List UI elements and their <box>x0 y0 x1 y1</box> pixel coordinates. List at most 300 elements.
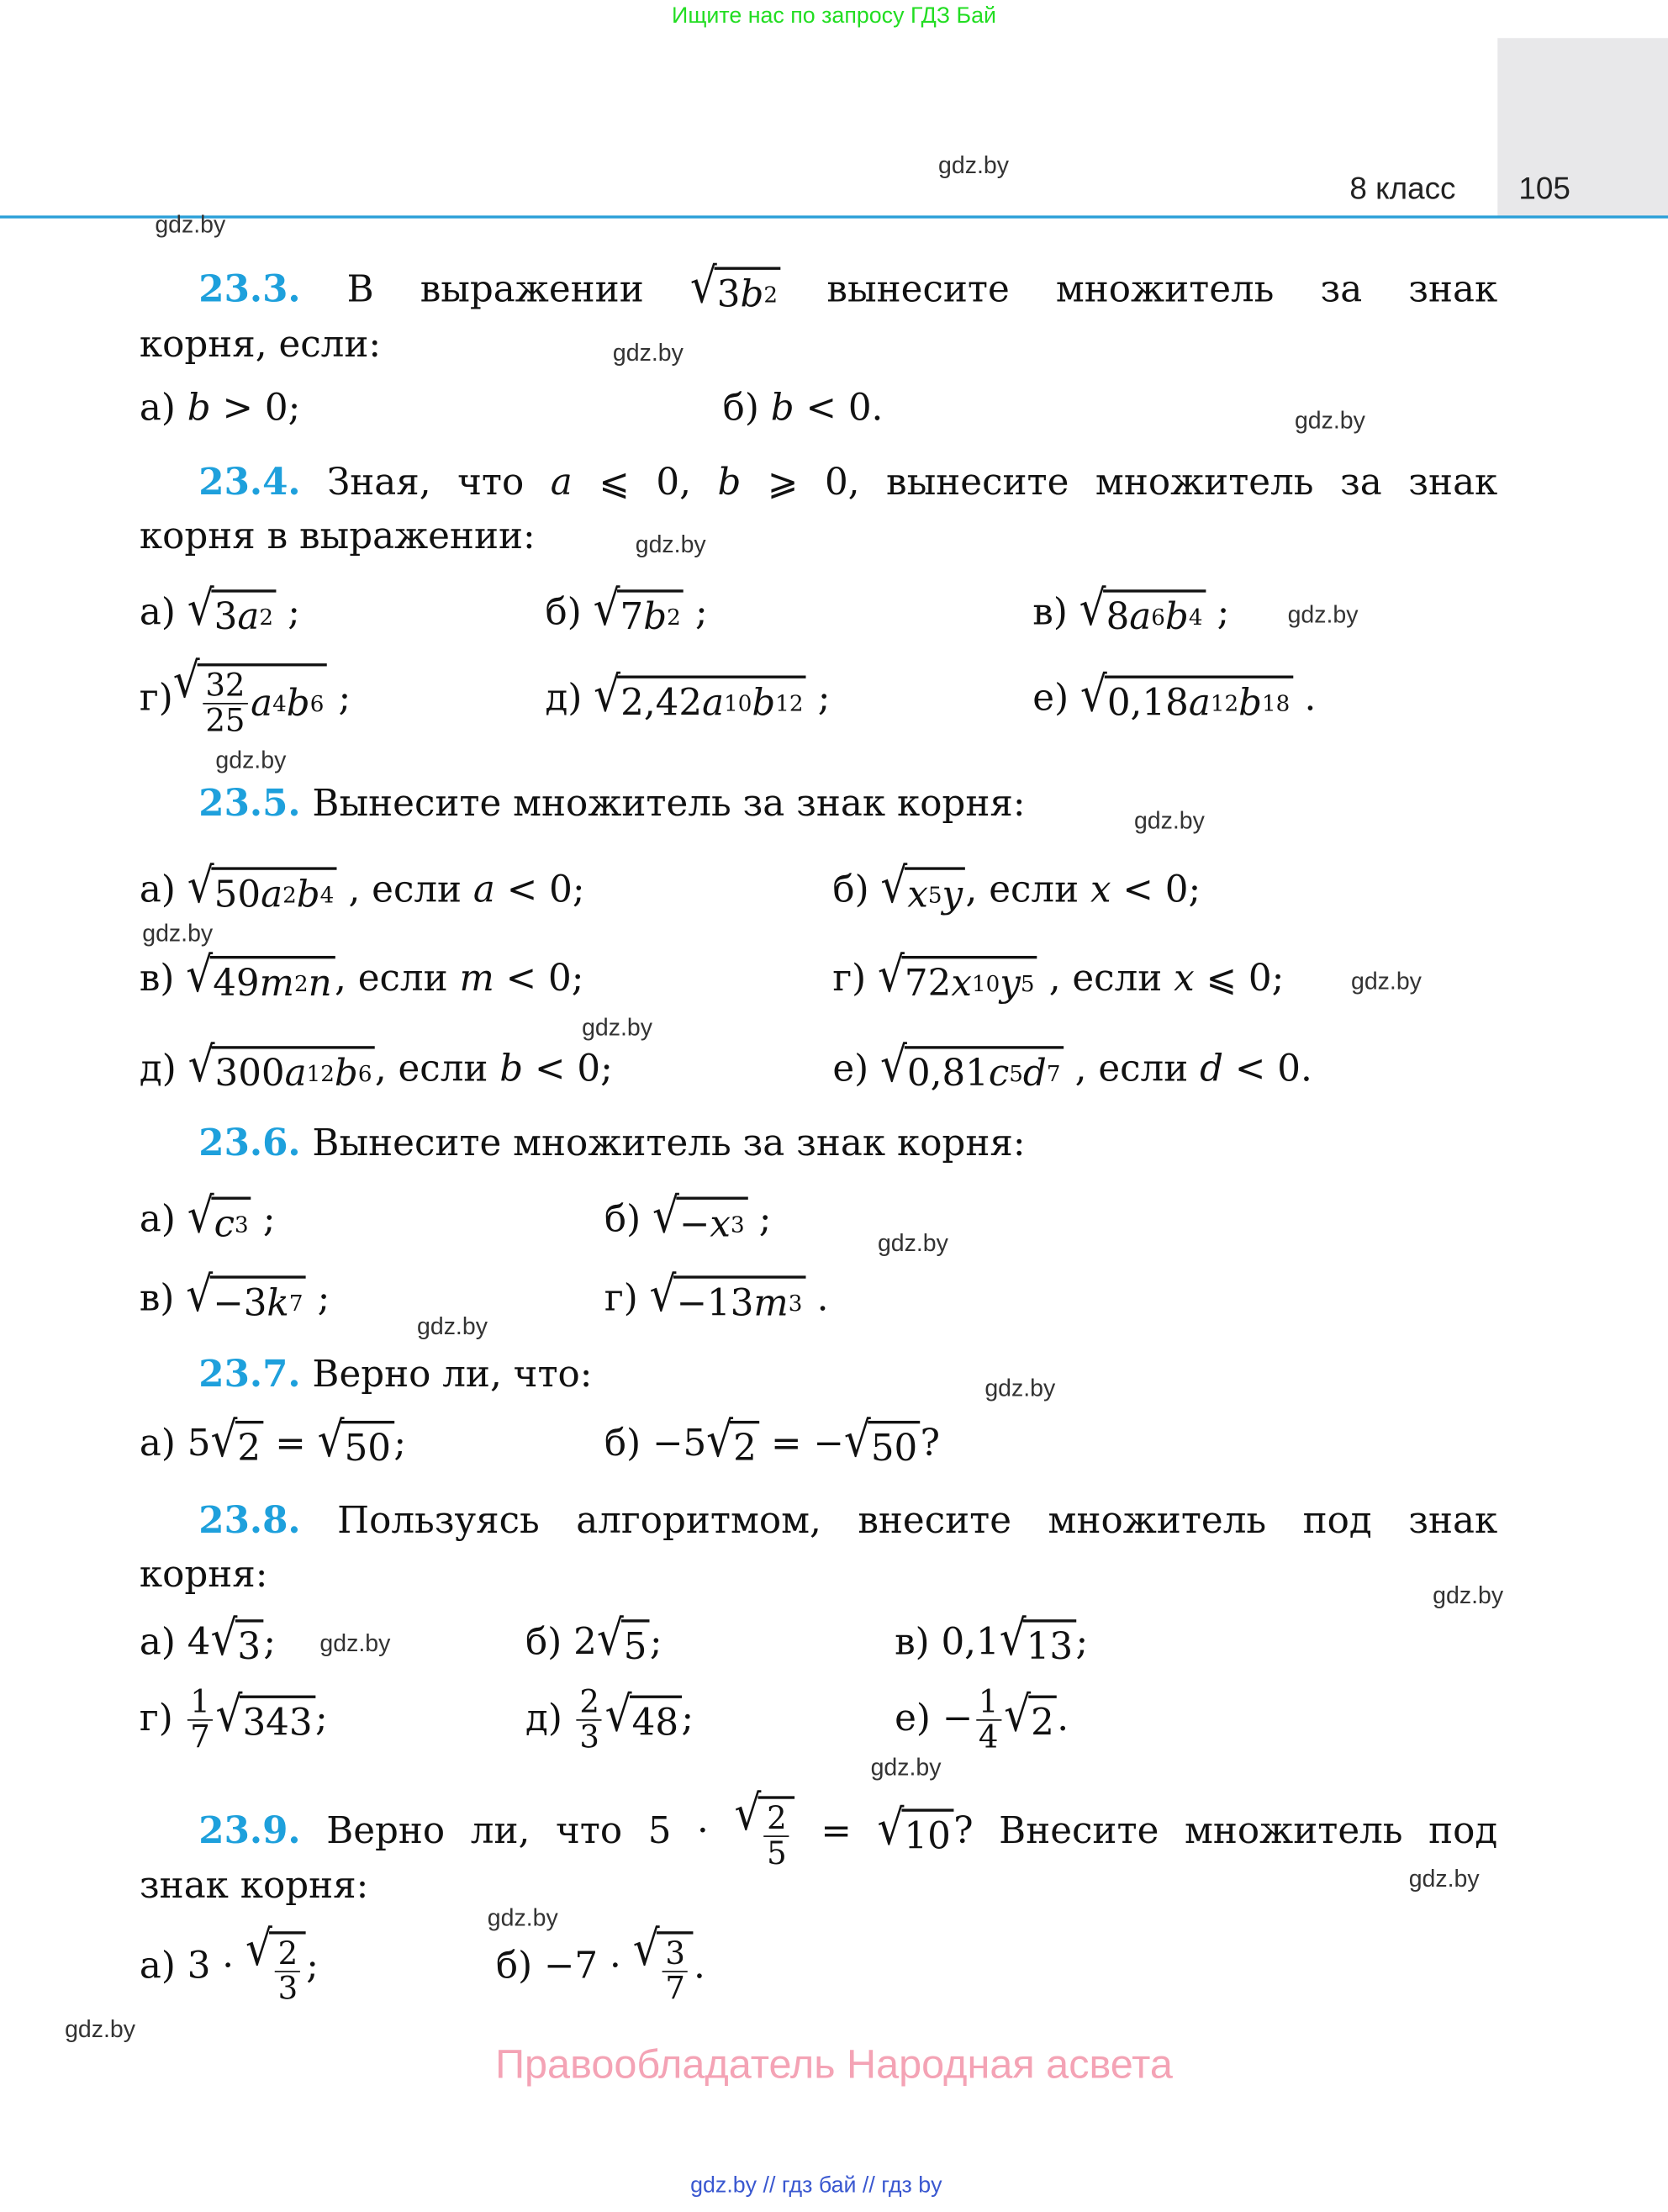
text-run: 0,18 <box>1106 682 1189 726</box>
math-radicand <box>1028 1696 1057 1745</box>
fraction-numerator: 3 <box>662 1939 688 1972</box>
watermark: gdz.by <box>635 531 706 558</box>
exercise-23-8-statement <box>198 1501 1497 1543</box>
radical-sign-icon: √ <box>187 1037 215 1095</box>
text-run: д) <box>525 1697 574 1740</box>
math-variable: a <box>1129 596 1152 639</box>
math-radicand: 2,42 a 10 b 12 <box>618 675 806 725</box>
exercise-item <box>139 1412 407 1470</box>
text-run: 2 <box>1031 1703 1054 1745</box>
text-run: корня в выражении: <box>139 515 536 558</box>
radical-sign-icon: √ <box>652 1188 679 1245</box>
math-square-root <box>186 947 335 1006</box>
fraction-numerator: 32 <box>203 670 248 704</box>
watermark: gdz.by <box>487 1904 558 1932</box>
radical-sign-icon: √ <box>215 1687 243 1744</box>
text-run: . <box>805 1277 829 1321</box>
math-radicand <box>901 1808 953 1858</box>
text-run: −3 <box>213 1282 267 1325</box>
text-run: . <box>693 1945 705 1988</box>
math-radicand <box>657 1931 694 2008</box>
radical-sign-icon: √ <box>187 1188 214 1245</box>
text-run: 8 <box>1106 596 1130 639</box>
text-run: 0,81 <box>906 1053 989 1095</box>
math-variable: b <box>286 682 310 726</box>
math-square-root <box>187 858 337 917</box>
radical-sign-icon: √ <box>604 1687 632 1744</box>
exercise-item <box>139 858 585 917</box>
text-run: , если <box>336 868 473 912</box>
text-run: 300 <box>214 1053 285 1095</box>
math-square-root <box>186 1267 306 1325</box>
math-radicand: 0,18 a 12 b 18 <box>1104 675 1292 725</box>
math-variable: d <box>1200 1048 1224 1090</box>
math-radicand: 50 a 2 b 4 <box>211 867 336 916</box>
watermark: gdz.by <box>870 1754 942 1782</box>
text-run: б) <box>832 868 881 912</box>
math-variable: x <box>1090 868 1111 912</box>
math-radicand: 3 a 2 <box>211 589 276 639</box>
radical-sign-icon: √ <box>878 947 905 1005</box>
text-run: в) <box>1032 591 1079 635</box>
exercise-item <box>139 1267 330 1325</box>
text-run: б) −7 · <box>495 1945 633 1988</box>
radical-sign-icon: √ <box>632 1920 660 1978</box>
math-fraction <box>187 1684 213 1756</box>
math-square-root <box>1079 667 1293 726</box>
text-run: − <box>678 1203 710 1247</box>
math-square-root <box>689 258 781 317</box>
grade-label: 8 класс <box>1349 170 1456 206</box>
text-run: 3 <box>716 273 741 317</box>
fraction-denominator: 3 <box>579 1719 599 1756</box>
math-variable: b <box>187 387 211 430</box>
watermark: gdz.by <box>65 2015 136 2043</box>
watermark: gdz.by <box>877 1229 948 1257</box>
radical-sign-icon: √ <box>594 667 621 724</box>
text-run: в) <box>139 958 187 1000</box>
watermark: gdz.by <box>938 151 1009 179</box>
text-run: ; <box>747 1199 772 1242</box>
fraction-denominator: 4 <box>978 1719 999 1756</box>
fraction-denominator: 25 <box>205 703 245 740</box>
text-run: = − <box>759 1423 844 1465</box>
exercise-item <box>832 947 1285 1006</box>
text-run: = <box>794 1810 878 1853</box>
radical-sign-icon: √ <box>187 858 214 916</box>
text-run: б) −5 <box>604 1423 707 1465</box>
exercise-23-4-statement <box>198 462 1497 504</box>
math-radicand <box>1023 1619 1075 1669</box>
radical-sign-icon: √ <box>210 1412 238 1470</box>
footer-links[interactable]: gdz.by // гдз бай // гдз by <box>690 2173 942 2199</box>
text-run: < 0; <box>494 868 585 912</box>
math-variable: b <box>770 387 794 430</box>
math-variable: b <box>717 462 742 504</box>
math-radicand <box>629 1696 681 1745</box>
math-variable: b <box>1164 596 1189 639</box>
math-square-root <box>593 581 684 639</box>
math-variable: b <box>752 682 776 726</box>
text-run: < 0. <box>1223 1048 1312 1090</box>
text-run: корня: <box>139 1554 268 1597</box>
math-variable: a <box>284 1053 307 1095</box>
text-run: ; <box>251 1199 276 1242</box>
math-radicand: 7 b 2 <box>617 589 684 639</box>
exercise-item <box>1032 581 1230 639</box>
text-run: е) <box>832 1048 880 1090</box>
radical-sign-icon: √ <box>706 1412 734 1470</box>
text-run: ; <box>649 1621 662 1665</box>
text-run: вынесите множитель за знак <box>780 269 1498 312</box>
text-run: 3 <box>237 1626 261 1669</box>
exercise-number: 23.3. <box>198 269 301 312</box>
math-square-root <box>734 1786 795 1873</box>
exercise-item <box>832 1037 1312 1095</box>
fraction-numerator: 2 <box>275 1939 300 1972</box>
fraction-denominator: 5 <box>767 1835 787 1873</box>
math-radicand: x 5 y <box>905 867 966 916</box>
fraction-denominator: 3 <box>277 1971 298 2008</box>
text-run: ⩽ 0, <box>572 462 718 504</box>
radical-sign-icon: √ <box>596 1611 624 1668</box>
exercise-23-3-statement-cont <box>140 324 381 366</box>
text-run: 2 <box>237 1428 261 1470</box>
text-run: 72 <box>904 963 952 1006</box>
radical-sign-icon: √ <box>689 258 717 315</box>
watermark: gdz.by <box>612 339 684 367</box>
radical-sign-icon: √ <box>999 1611 1027 1668</box>
math-variable: b <box>296 874 320 917</box>
math-radicand <box>868 1421 920 1470</box>
text-run: ; <box>305 1277 330 1321</box>
text-run: в) 0,1 <box>895 1621 1000 1665</box>
text-run: б) 2 <box>525 1621 597 1665</box>
math-radicand <box>731 1421 759 1470</box>
exercise-item <box>604 1267 829 1325</box>
text-run: д) <box>139 1048 188 1090</box>
exercise-item <box>139 1684 328 1756</box>
text-run: 2 <box>733 1428 757 1470</box>
text-run: г) <box>139 678 173 721</box>
math-variable: a <box>1188 682 1211 726</box>
text-run: . <box>1057 1697 1069 1740</box>
math-square-root <box>604 1687 682 1745</box>
math-square-root <box>187 581 277 639</box>
text-run: ; <box>263 1621 277 1665</box>
text-run: 343 <box>242 1703 313 1745</box>
text-run: Вынесите множитель за знак корня: <box>300 783 1026 826</box>
text-run: е) − <box>895 1697 974 1740</box>
math-radicand: −3 k 7 <box>210 1275 306 1325</box>
math-radicand: 8 a 6 b 4 <box>1103 589 1206 639</box>
text-run: < 0. <box>794 387 884 430</box>
math-radicand: $\frac{32}{25}$ a 4 b 6 <box>197 663 326 736</box>
text-run: ; <box>393 1423 407 1465</box>
page-number: 105 <box>1518 170 1570 206</box>
watermark: gdz.by <box>582 1014 653 1042</box>
radical-sign-icon: √ <box>210 1611 238 1668</box>
math-radicand <box>270 1931 307 2008</box>
radical-sign-icon: √ <box>1079 667 1107 724</box>
math-radicand: c 3 <box>211 1197 251 1247</box>
math-radicand <box>235 1421 263 1470</box>
radical-sign-icon: √ <box>1004 1687 1032 1744</box>
math-variable: b <box>740 273 764 317</box>
exercise-item <box>139 652 351 740</box>
watermark: gdz.by <box>984 1375 1056 1402</box>
exercise-item <box>139 581 300 639</box>
math-square-root <box>877 1799 953 1858</box>
math-square-root <box>215 1687 315 1745</box>
exercise-item <box>895 1611 1089 1669</box>
math-square-root <box>210 1412 263 1470</box>
math-variable: x <box>951 963 972 1006</box>
text-run: а) <box>139 1199 187 1242</box>
radical-sign-icon: √ <box>879 1037 907 1095</box>
exercise-number: 23.6. <box>198 1122 301 1165</box>
math-variable: y <box>1000 963 1021 1006</box>
math-radicand <box>758 1796 795 1873</box>
math-fraction <box>976 1684 1001 1756</box>
math-variable: a <box>237 596 260 639</box>
text-run: > 0; <box>210 387 301 430</box>
text-run: ; <box>314 1697 328 1740</box>
text-run: е) <box>1032 678 1080 721</box>
math-square-root <box>880 858 965 917</box>
text-run: Верно ли, что: <box>300 1354 593 1396</box>
math-radicand: 49 m 2 n <box>210 956 335 1006</box>
fraction-numerator: 2 <box>764 1803 789 1837</box>
watermark: gdz.by <box>215 747 287 773</box>
math-variable: a <box>261 874 283 917</box>
radical-sign-icon: √ <box>880 858 908 916</box>
text-run: ; <box>326 678 351 721</box>
radical-sign-icon: √ <box>843 1412 871 1470</box>
exercise-item <box>139 1188 276 1247</box>
exercise-item <box>604 1188 772 1247</box>
math-fraction <box>764 1800 789 1873</box>
radical-sign-icon: √ <box>649 1267 677 1324</box>
exercise-item <box>139 1611 277 1669</box>
text-run: д) <box>545 678 594 721</box>
math-variable: n <box>308 963 332 1006</box>
exercise-23-8-statement-cont <box>140 1554 268 1596</box>
text-run: г) <box>604 1277 650 1321</box>
exercise-item <box>723 388 884 430</box>
text-run: а) <box>139 387 187 430</box>
math-square-root <box>706 1412 759 1470</box>
text-run: 50 <box>214 874 261 917</box>
exercise-item <box>545 667 831 726</box>
text-run: 13 <box>1026 1626 1074 1669</box>
math-fraction <box>275 1935 300 2008</box>
text-run: а) 5 <box>139 1423 211 1465</box>
watermark: gdz.by <box>319 1629 391 1657</box>
math-variable: a <box>702 682 725 726</box>
text-run: 3 <box>214 596 238 639</box>
text-run: Зная, что <box>300 462 551 504</box>
math-square-root <box>594 667 806 726</box>
text-run: а) <box>139 591 187 635</box>
math-square-root <box>879 1037 1064 1095</box>
text-run: ; <box>1075 1621 1089 1665</box>
text-run: а) 4 <box>139 1621 211 1665</box>
math-square-root <box>596 1611 650 1669</box>
radical-sign-icon: √ <box>186 947 214 1005</box>
math-square-root <box>210 1611 263 1669</box>
exercise-item <box>139 1920 319 2008</box>
math-variable: c <box>214 1203 235 1247</box>
math-square-root <box>172 652 327 740</box>
exercise-number: 23.9. <box>198 1810 301 1853</box>
math-square-root <box>843 1412 921 1470</box>
text-run: ; <box>1205 591 1230 635</box>
radical-sign-icon: √ <box>734 1786 762 1843</box>
math-radicand: 300 a 12 b 6 <box>212 1046 375 1095</box>
header-divider <box>0 215 1668 218</box>
copyright-notice: Правообладатель Народная асвета <box>495 2042 1173 2088</box>
math-variable: y <box>942 874 963 917</box>
math-variable: b <box>334 1053 358 1095</box>
fraction-numerator: 1 <box>187 1687 213 1720</box>
text-run: , если <box>335 958 460 1000</box>
math-fraction <box>577 1684 602 1756</box>
text-run: г) <box>139 1697 185 1740</box>
math-square-root <box>632 1920 694 2008</box>
text-run: 10 <box>904 1815 951 1858</box>
watermark: gdz.by <box>417 1312 488 1340</box>
math-square-root <box>1004 1687 1057 1745</box>
math-variable: a <box>251 682 273 726</box>
math-variable: x <box>1174 958 1195 1000</box>
radical-sign-icon: √ <box>245 1920 272 1978</box>
math-variable: m <box>753 1282 789 1325</box>
text-run: < 0; <box>523 1048 613 1090</box>
fraction-numerator: 1 <box>976 1687 1001 1720</box>
text-run: В выражении <box>300 269 690 312</box>
text-run: б) <box>722 387 771 430</box>
math-variable: d <box>1022 1053 1047 1095</box>
text-run: в) <box>139 1277 187 1321</box>
math-square-root <box>187 1188 251 1247</box>
text-run: б) <box>545 591 594 635</box>
math-variable: b <box>1238 682 1263 726</box>
exercise-item <box>139 947 584 1006</box>
math-square-root <box>1079 581 1206 639</box>
exercise-number: 23.8. <box>198 1500 301 1543</box>
text-run: = <box>263 1423 318 1465</box>
math-radicand <box>620 1619 649 1669</box>
math-variable: k <box>267 1282 289 1325</box>
text-run: 2,42 <box>620 682 703 726</box>
text-run: 50 <box>870 1428 918 1470</box>
math-radicand: −13 m 3 <box>673 1275 805 1325</box>
watermark: gdz.by <box>1294 407 1365 435</box>
text-run: ; <box>805 678 831 721</box>
exercise-item <box>140 388 300 430</box>
math-square-root <box>187 1037 375 1095</box>
text-run: 50 <box>344 1428 392 1470</box>
math-variable: a <box>550 462 573 504</box>
text-run: Пользуясь алгоритмом, внесите множитель под знак <box>300 1500 1498 1543</box>
text-run: 49 <box>213 963 260 1006</box>
math-radicand <box>341 1421 393 1470</box>
fraction-denominator: 7 <box>665 1971 685 2008</box>
radical-sign-icon: √ <box>172 652 200 710</box>
math-variable: a <box>472 868 495 912</box>
exercise-23-3-statement <box>198 258 1498 317</box>
radical-sign-icon: √ <box>1079 581 1106 638</box>
exercise-23-5-statement <box>198 784 1025 826</box>
text-run: 5 <box>623 1626 647 1669</box>
exercise-item <box>604 1412 941 1470</box>
text-run: ; <box>276 591 300 635</box>
math-fraction <box>203 668 248 740</box>
watermark: gdz.by <box>1433 1581 1504 1609</box>
math-radicand: 0,81 c 5 d 7 <box>905 1046 1064 1095</box>
math-radicand: − x 3 <box>677 1197 747 1247</box>
text-run: б) <box>604 1199 652 1242</box>
exercise-23-4-statement-cont <box>140 515 536 557</box>
math-variable: m <box>459 958 494 1000</box>
text-run: знак корня: <box>139 1865 369 1908</box>
text-run: , если <box>1063 1048 1201 1090</box>
fraction-denominator: 7 <box>190 1719 210 1756</box>
text-run: ⩾ 0, вынесите множитель за знак <box>741 462 1498 504</box>
radical-sign-icon: √ <box>317 1412 345 1470</box>
exercise-item <box>495 1920 705 2008</box>
exercise-number: 23.5. <box>198 783 301 826</box>
math-variable: b <box>643 596 668 639</box>
math-square-root <box>649 1267 805 1325</box>
radical-sign-icon: √ <box>593 581 620 638</box>
exercise-23-9-statement-cont <box>140 1866 368 1908</box>
math-square-root <box>999 1611 1076 1669</box>
text-run: а) <box>139 868 187 912</box>
text-run: ? <box>920 1423 941 1465</box>
math-square-root <box>245 1920 306 2008</box>
radical-sign-icon: √ <box>877 1799 905 1857</box>
radical-sign-icon: √ <box>186 1267 214 1324</box>
text-run: корня, если: <box>139 324 382 367</box>
math-variable: x <box>710 1203 731 1247</box>
math-variable: c <box>988 1053 1010 1095</box>
watermark: gdz.by <box>1287 601 1359 629</box>
watermark: gdz.by <box>1133 807 1205 835</box>
text-run: . <box>1292 678 1317 721</box>
watermark: gdz.by <box>142 920 214 948</box>
text-run: ? Внесите множитель под <box>953 1810 1498 1853</box>
text-run: ; <box>684 591 708 635</box>
text-run: Вынесите множитель за знак корня: <box>300 1122 1026 1165</box>
watermark: gdz.by <box>1350 968 1422 995</box>
text-run: 7 <box>620 596 644 639</box>
math-radicand: 3 b 2 <box>714 267 780 317</box>
text-run: ⩽ 0; <box>1194 958 1285 1000</box>
text-run: < 0; <box>494 958 584 1000</box>
text-run: а) 3 · <box>139 1945 245 1988</box>
watermark: gdz.by <box>155 211 226 239</box>
math-variable: b <box>499 1048 524 1090</box>
math-radicand <box>240 1696 315 1745</box>
text-run: , если <box>374 1048 500 1090</box>
math-square-root <box>317 1412 394 1470</box>
exercise-number: 23.7. <box>198 1354 301 1396</box>
text-run: ; <box>681 1697 694 1740</box>
exercise-item <box>525 1611 662 1669</box>
math-variable: m <box>259 963 294 1006</box>
